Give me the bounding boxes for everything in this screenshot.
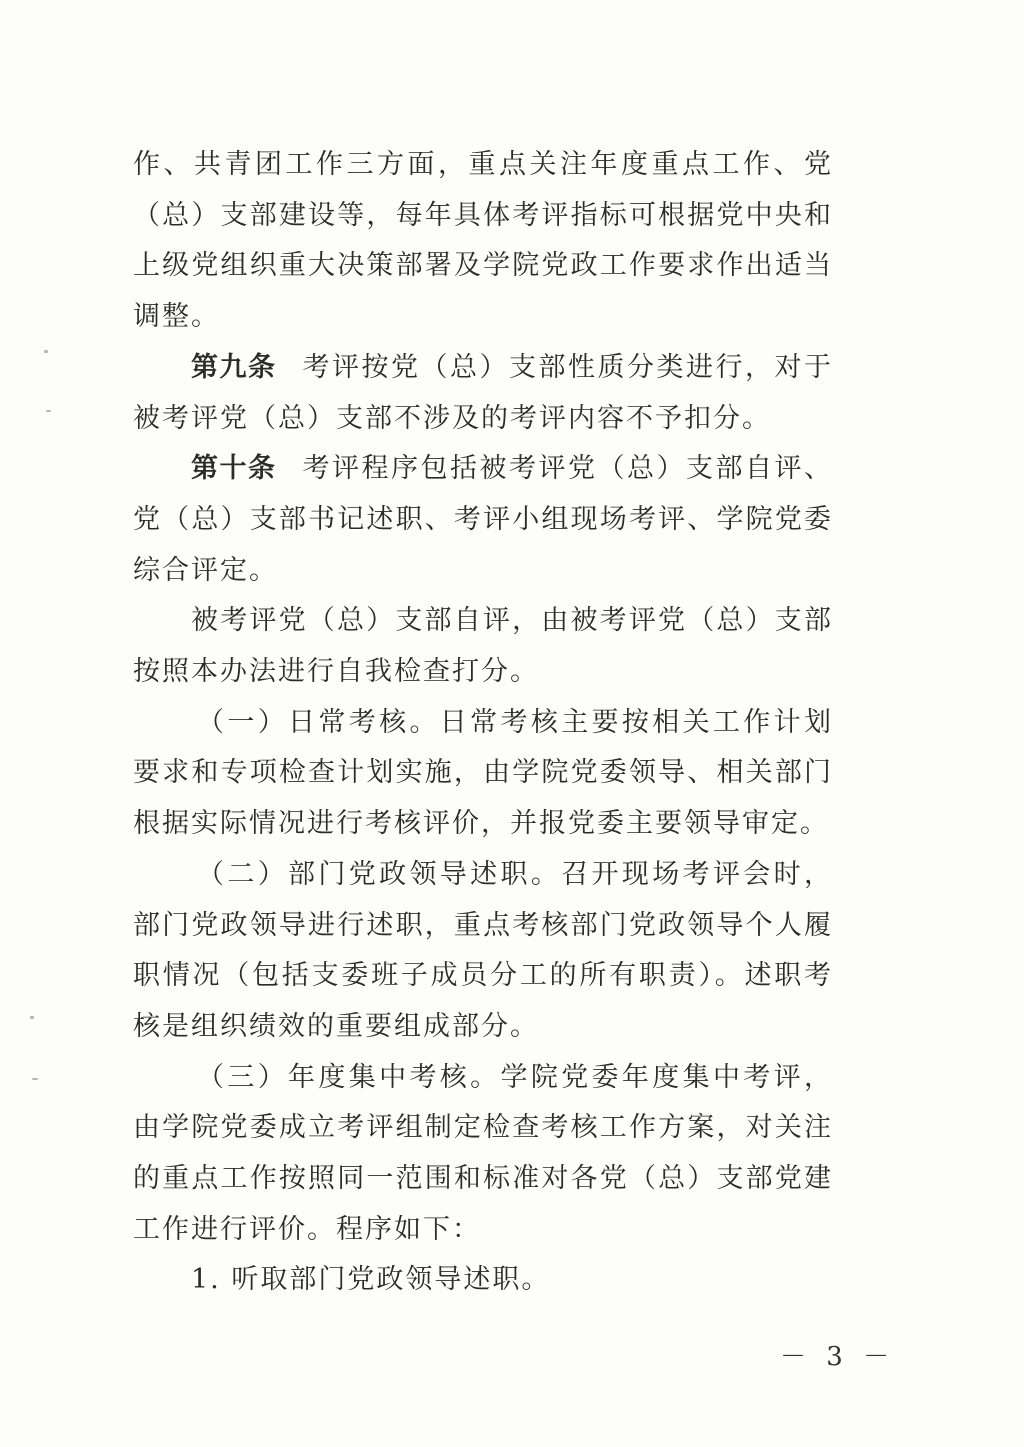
scan-speck — [32, 1078, 38, 1080]
paragraph-text: 考评按党（总）支部性质分类进行，对于被考评党（总）支部不涉及的考评内容不予扣分。 — [133, 351, 833, 434]
paragraph-text: （一）日常考核。日常考核主要按相关工作计划要求和专项检查计划实施，由学院党委领导、相关部门根据实际情况进行考核评价，并报党委主要领导审定。 — [133, 706, 833, 840]
paragraph-text: （三）年度集中考核。学院党委年度集中考评，由学院党委成立考评组制定检查考核工作方案，对关注的重点工作按照同一范围和标准对各党（总）支部党建工作进行评价。程序如下： — [133, 1061, 833, 1245]
paragraph-article-9 — [133, 343, 833, 444]
paragraph — [133, 698, 833, 850]
article-heading: 第十条 — [191, 453, 277, 485]
paragraph — [133, 1255, 833, 1306]
paragraph-text: 1. 听取部门党政领导述职。 — [191, 1264, 551, 1296]
paragraph-text: 被考评党（总）支部自评，由被考评党（总）支部按照本办法进行自我检查打分。 — [133, 605, 833, 688]
paragraph — [133, 140, 833, 343]
paragraph — [133, 850, 833, 1053]
paragraph — [133, 1053, 833, 1256]
body-text — [133, 140, 833, 1306]
paragraph-text: 作、共青团工作三方面，重点关注年度重点工作、党（总）支部建设等，每年具体考评指标可根据党中央和上级党组织重大决策部署及学院党政工作要求作出适当调整。 — [133, 149, 833, 333]
article-heading: 第九条 — [191, 351, 277, 383]
scan-speck — [44, 350, 48, 353]
paragraph — [133, 596, 833, 697]
paragraph-text: 考评程序包括被考评党（总）支部自评、党（总）支部书记述职、考评小组现场考评、学院党委综合评定。 — [133, 453, 833, 586]
scan-speck — [30, 1016, 34, 1019]
scan-speck — [46, 410, 51, 412]
paragraph-text: （二）部门党政领导述职。召开现场考评会时，部门党政领导进行述职，重点考核部门党政领导个人履职情况（包括支委班子成员分工的所有职责）。述职考核是组织绩效的重要组成部分。 — [133, 858, 833, 1042]
page-number: － 3 － — [780, 1342, 896, 1372]
paragraph-article-10 — [133, 444, 833, 596]
